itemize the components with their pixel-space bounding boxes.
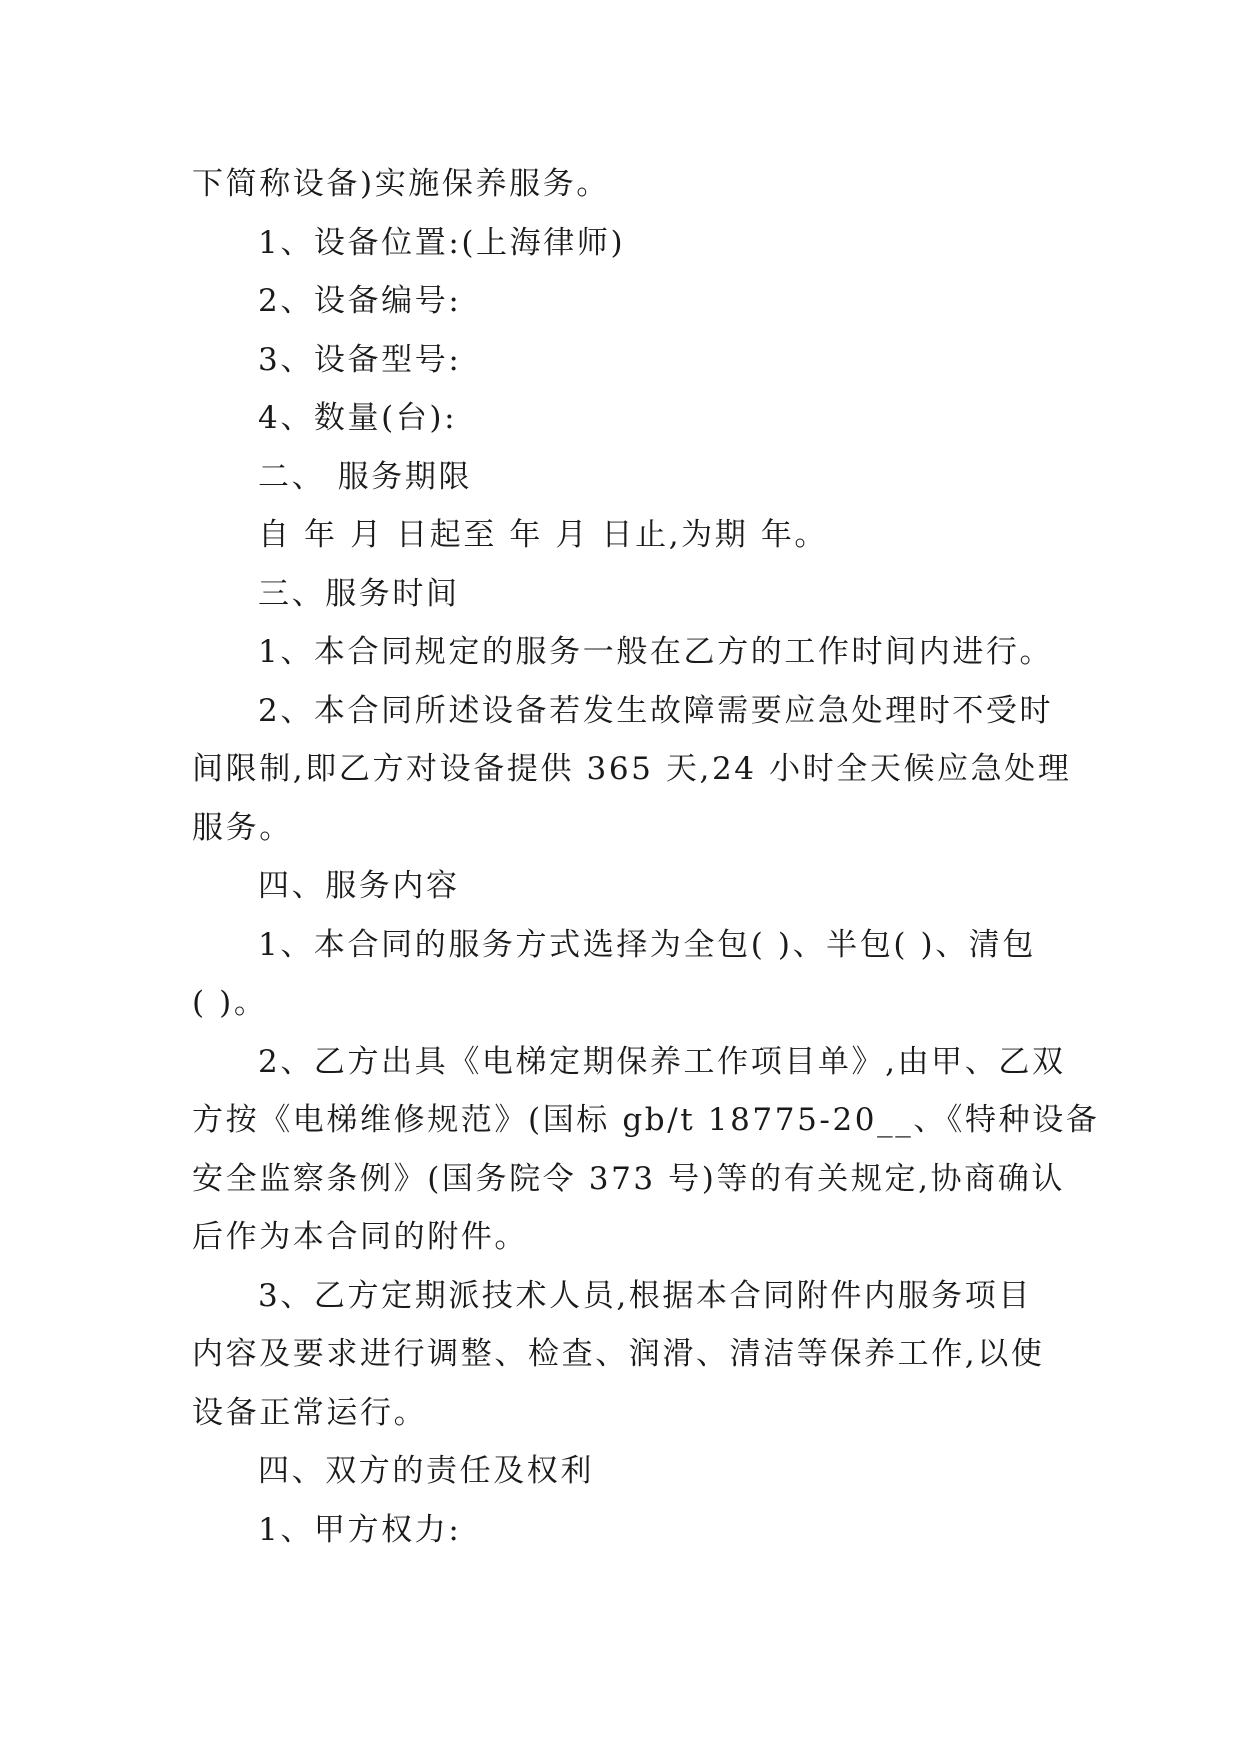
paragraph-line: 自 年 月 日起至 年 月 日止,为期 年。 [258,517,829,553]
section-heading: 三、服务时间 [258,575,460,612]
paragraph-line: 1、设备位置:(上海律师) [258,224,626,261]
paragraph-line: 1、本合同的服务方式选择为全包( )、半包( )、清包 [258,926,1037,963]
paragraph-line: 设备正常运行。 [192,1394,428,1431]
paragraph-line: ( )。 [192,985,268,1021]
document-body [192,155,1100,1559]
paragraph-line: 下简称设备)实施保养服务。 [192,166,610,202]
paragraph-line: 方按《电梯维修规范》(国标 gb/t 18775-20__、《特种设备 [192,1102,1100,1138]
paragraph-line: 间限制,即乙方对设备提供 365 天,24 小时全天候应急处理 [192,751,1072,787]
paragraph-line: 3、乙方定期派技术人员,根据本合同附件内服务项目 [258,1277,1032,1314]
paragraph-line: 1、甲方权力: [258,1511,462,1548]
paragraph-line: 服务。 [192,809,293,846]
paragraph-line: 内容及要求进行调整、检查、润滑、清洁等保养工作,以使 [192,1336,1045,1372]
section-heading: 四、双方的责任及权利 [258,1453,594,1489]
paragraph-line: 2、本合同所述设备若发生故障需要应急处理时不受时 [258,692,1054,729]
paragraph-line: 1、本合同规定的服务一般在乙方的工作时间内进行。 [258,634,1054,670]
paragraph-line: 2、乙方出具《电梯定期保养工作项目单》,由甲、乙双 [258,1043,1066,1080]
paragraph-line: 3、设备型号: [258,341,462,378]
section-heading: 二、 服务期限 [258,458,473,495]
paragraph-line: 安全监察条例》(国务院令 373 号)等的有关规定,协商确认 [192,1160,1065,1197]
paragraph-line: 4、数量(台): [258,400,458,436]
paragraph-line: 后作为本合同的附件。 [192,1219,528,1255]
paragraph-line: 2、设备编号: [258,283,462,319]
section-heading: 四、服务内容 [258,868,460,904]
